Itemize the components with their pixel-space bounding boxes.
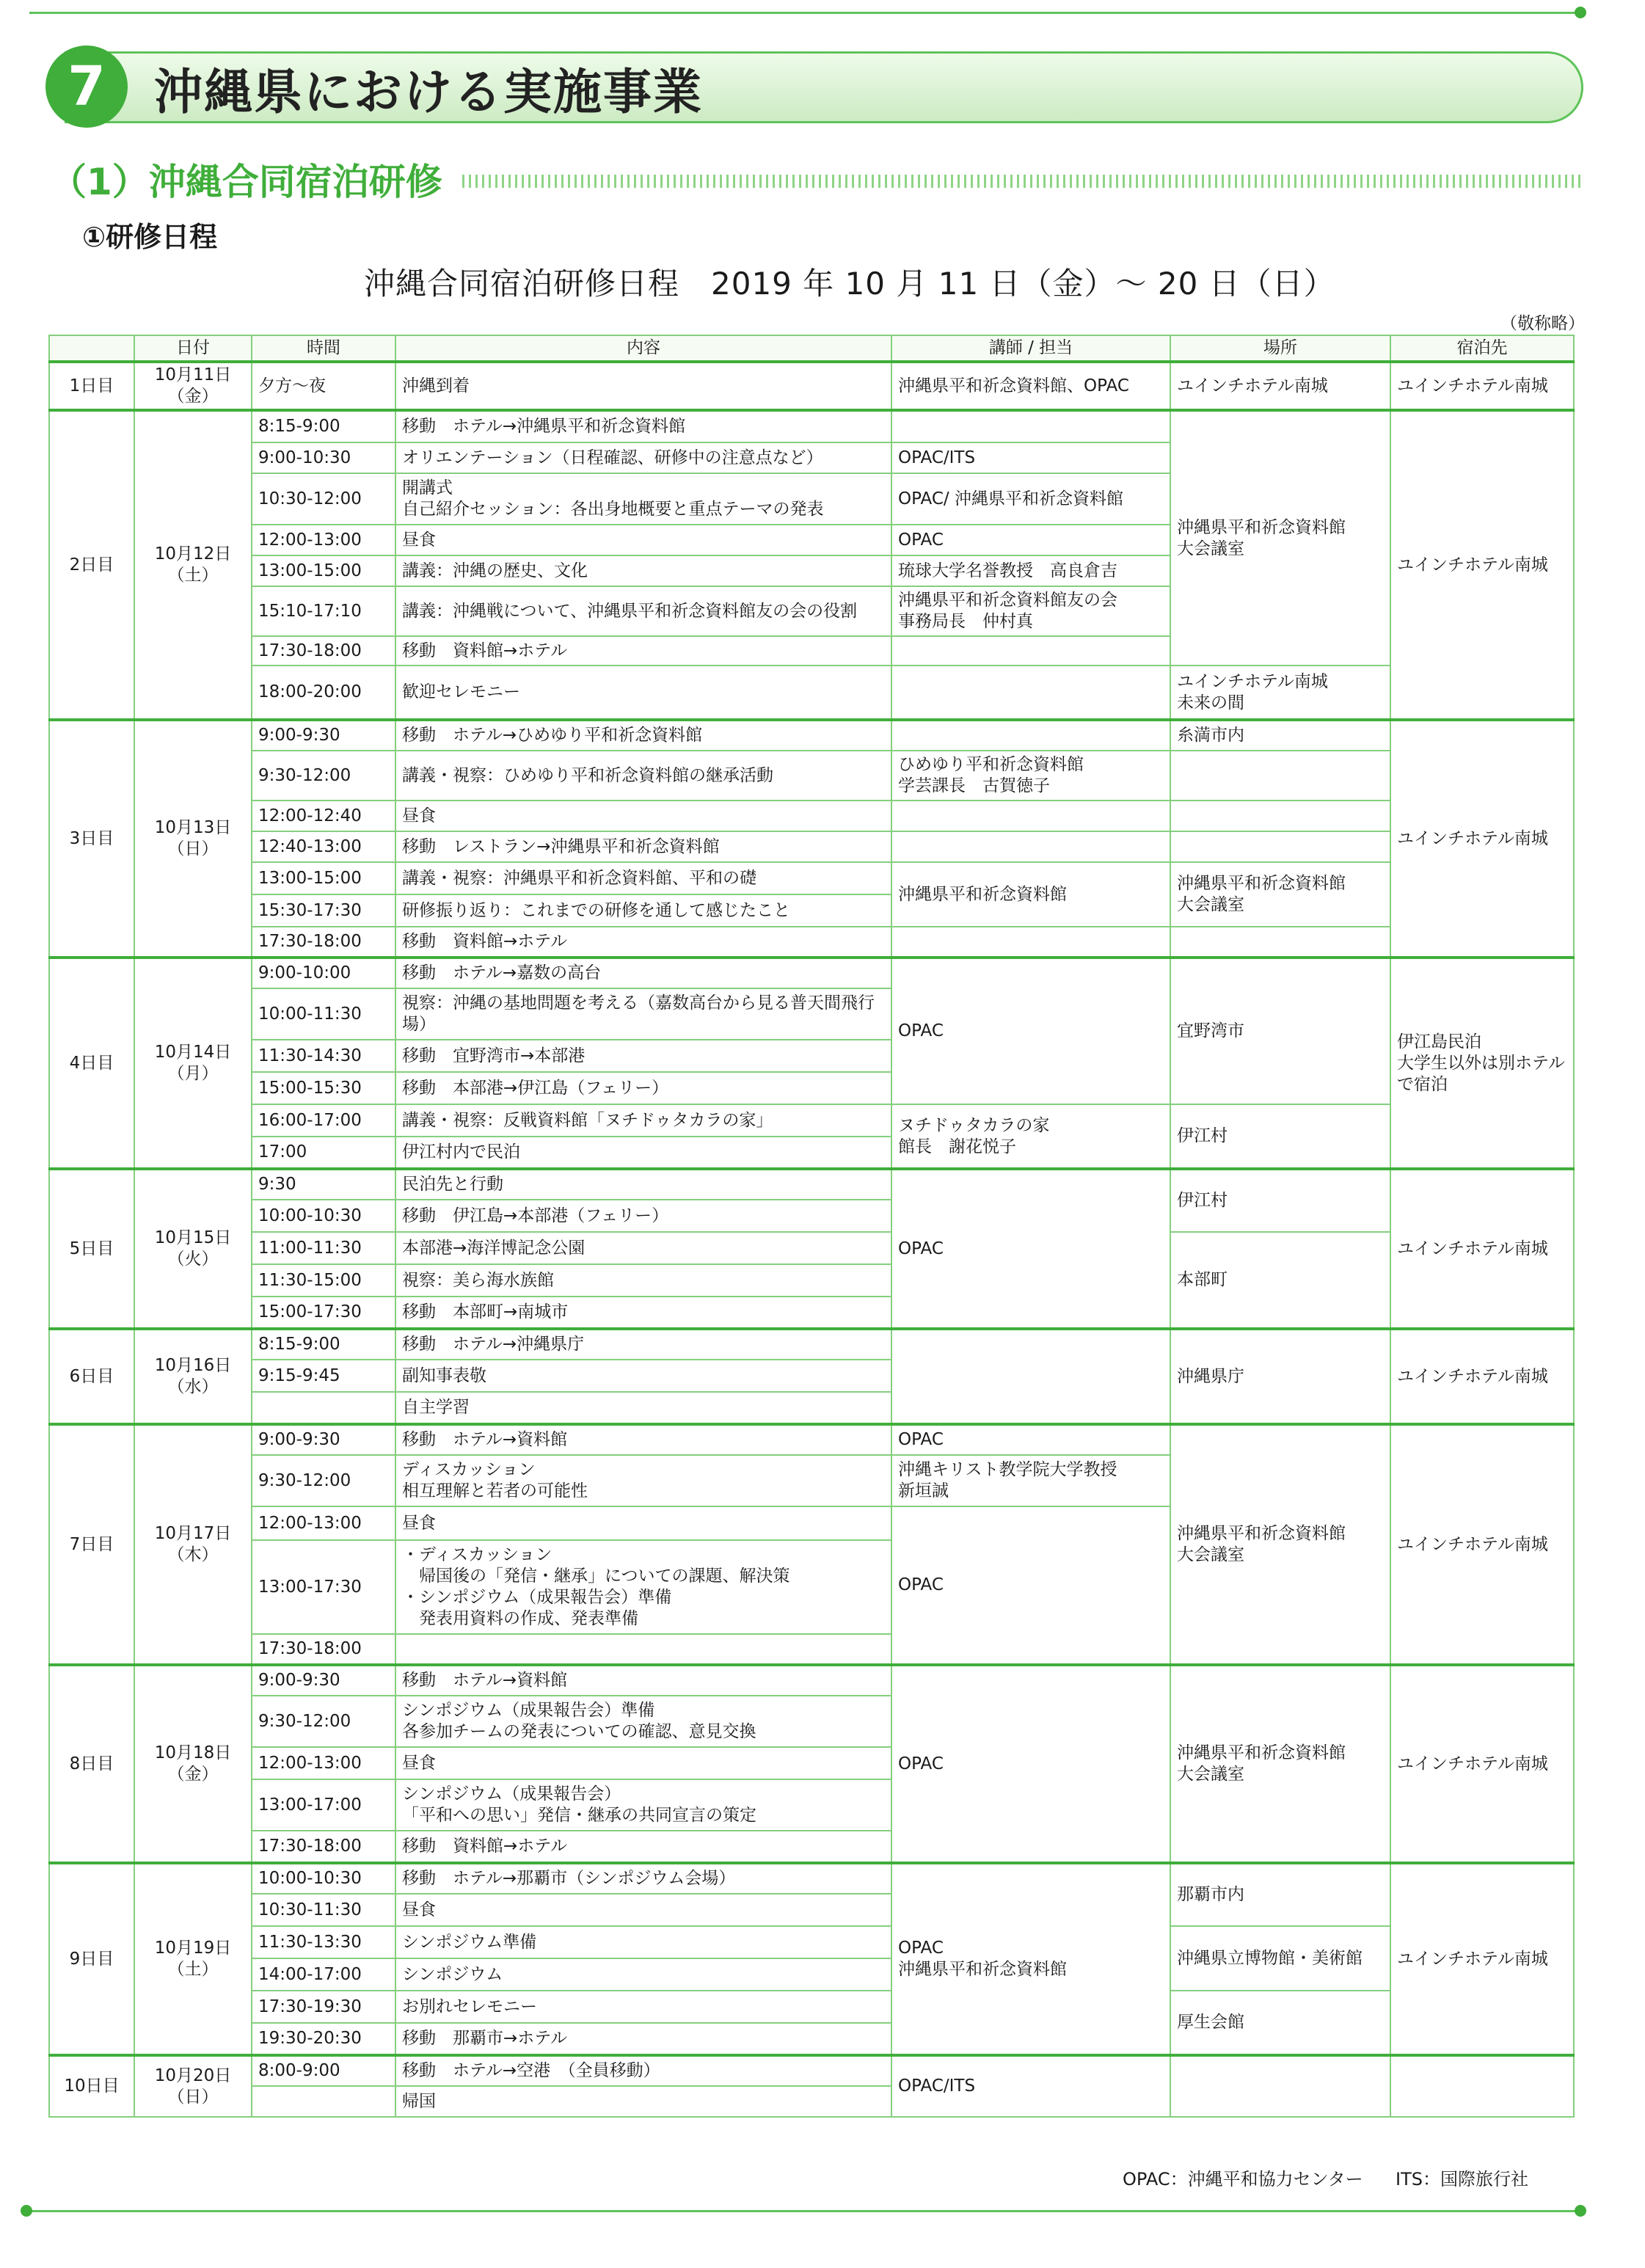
section-heading: （1）沖縄合同宿泊研修	[50, 161, 442, 203]
content-cell: 移動 本部町→南城市	[395, 1297, 891, 1329]
chapter-number-badge: 7	[45, 45, 128, 128]
place-cell	[1170, 801, 1390, 831]
schedule-title: 沖縄合同宿泊研修日程 2019 年 10 月 11 日（金）～ 20 日（日）	[364, 266, 1335, 302]
lodging-cell: 伊江島民泊 大学生以外は別ホテルで宿泊	[1390, 958, 1574, 1169]
content-cell: 研修振り返り：これまでの研修を通して感じたこと	[395, 894, 891, 927]
time-cell: 10:00-10:30	[252, 1863, 395, 1894]
content-cell: 移動 資料館→ホテル	[395, 636, 891, 666]
table-row	[49, 862, 1574, 894]
table-row	[49, 1329, 1574, 1360]
time-cell: 15:00-15:30	[252, 1072, 395, 1104]
time-cell: 9:00-9:30	[252, 1424, 395, 1455]
content-cell: 移動 那覇市→ホテル	[395, 2023, 891, 2055]
day-label: 9日目	[49, 1863, 134, 2055]
time-cell: 13:00-17:30	[252, 1540, 395, 1634]
time-cell: 17:30-18:00	[252, 1634, 395, 1665]
content-cell: 副知事表敬	[395, 1360, 891, 1392]
footnote-its: ITS：国際旅行社	[1396, 2169, 1528, 2189]
time-cell: 17:30-18:00	[252, 927, 395, 958]
lecturer-cell: OPAC	[891, 1169, 1170, 1329]
place-cell: 沖縄県平和祈念資料館 大会議室	[1170, 1424, 1390, 1665]
time-cell	[252, 1392, 395, 1424]
chapter-title: 沖縄県における実施事業	[154, 64, 703, 120]
content-cell	[395, 1634, 891, 1665]
table-row	[49, 751, 1574, 801]
place-cell	[1170, 831, 1390, 862]
lecturer-cell: 沖縄県平和祈念資料館、OPAC	[891, 362, 1170, 410]
table-row	[49, 801, 1574, 831]
day-label: 4日目	[49, 958, 134, 1169]
date-cell: 10月17日 （木）	[134, 1424, 252, 1665]
table-row	[49, 1863, 1574, 1894]
table-header-row	[49, 335, 1574, 362]
lecturer-cell	[891, 927, 1170, 958]
lecturer-cell: ヌチドゥタカラの家 館長 謝花悦子	[891, 1104, 1170, 1169]
lecturer-cell	[891, 831, 1170, 862]
time-cell: 17:30-18:00	[252, 1831, 395, 1863]
time-cell: 16:00-17:00	[252, 1104, 395, 1137]
time-cell: 12:40-13:00	[252, 831, 395, 862]
table-row	[49, 1665, 1574, 1696]
time-cell: 13:00-15:00	[252, 862, 395, 894]
content-cell: 講義・視察：反戦資料館「ヌチドゥタカラの家」	[395, 1104, 891, 1137]
header-time: 時間	[252, 335, 395, 362]
content-cell: シンポジウム準備	[395, 1926, 891, 1958]
place-cell	[1170, 927, 1390, 958]
content-cell: シンポジウム	[395, 1958, 891, 1991]
table-row	[49, 1424, 1574, 1455]
lecturer-cell: OPAC 沖縄県平和祈念資料館	[891, 1863, 1170, 2055]
top-rule-dot	[1575, 7, 1586, 18]
time-cell: 10:00-10:30	[252, 1200, 395, 1232]
section-dotted-rule	[462, 175, 1585, 188]
content-cell: シンポジウム（成果報告会）準備 各参加チームの発表についての確認、意見交換	[395, 1696, 891, 1747]
time-cell: 15:10-17:10	[252, 586, 395, 636]
time-cell: 18:00-20:00	[252, 666, 395, 720]
content-cell: 本部港→海洋博記念公園	[395, 1232, 891, 1264]
time-cell: 13:00-15:00	[252, 555, 395, 586]
content-cell: 昼食	[395, 1894, 891, 1926]
place-cell: 伊江村	[1170, 1104, 1390, 1169]
content-cell: 講義：沖縄戦について、沖縄県平和祈念資料館友の会の役割	[395, 586, 891, 636]
time-cell: 9:00-10:30	[252, 442, 395, 473]
time-cell: 9:30-12:00	[252, 751, 395, 801]
content-cell: 昼食	[395, 1506, 891, 1540]
time-cell: 9:15-9:45	[252, 1360, 395, 1392]
date-cell: 10月15日 （火）	[134, 1169, 252, 1329]
content-cell: 歓迎セレモニー	[395, 666, 891, 720]
time-cell: 12:00-13:00	[252, 1747, 395, 1779]
content-cell: 移動 ホテル→ひめゆり平和祈念資料館	[395, 720, 891, 751]
content-cell: 昼食	[395, 1747, 891, 1779]
time-cell: 12:00-12:40	[252, 801, 395, 831]
lecturer-cell: ひめゆり平和祈念資料館 学芸課長 古賀徳子	[891, 751, 1170, 801]
content-cell: 移動 資料館→ホテル	[395, 1831, 891, 1863]
lecturer-cell: OPAC/ITS	[891, 442, 1170, 473]
table-row	[49, 2055, 1574, 2086]
lecturer-cell: 沖縄県平和祈念資料館	[891, 862, 1170, 927]
time-cell: 8:15-9:00	[252, 1329, 395, 1360]
lecturer-cell: OPAC	[891, 958, 1170, 1104]
content-cell: 移動 ホテル→那覇市（シンポジウム会場）	[395, 1863, 891, 1894]
date-cell: 10月14日 （月）	[134, 958, 252, 1169]
table-row	[49, 1926, 1574, 1958]
table-row	[49, 1232, 1574, 1264]
place-cell: 沖縄県平和祈念資料館 大会議室	[1170, 1665, 1390, 1863]
time-cell: 19:30-20:30	[252, 2023, 395, 2055]
day-label: 10日目	[49, 2055, 134, 2117]
lodging-cell: ユインチホテル南城	[1390, 410, 1574, 720]
lecturer-cell	[891, 1329, 1170, 1424]
content-cell: 視察：沖縄の基地問題を考える（嘉数高台から見る普天間飛行場）	[395, 988, 891, 1040]
lecturer-cell: OPAC/ITS	[891, 2055, 1170, 2117]
header-date: 日付	[134, 335, 252, 362]
lodging-cell	[1390, 2055, 1574, 2117]
time-cell: 8:15-9:00	[252, 410, 395, 442]
time-cell: 11:30-13:30	[252, 1926, 395, 1958]
date-cell: 10月20日 （日）	[134, 2055, 252, 2117]
subsection-heading: ①研修日程	[82, 221, 218, 253]
place-cell	[1170, 751, 1390, 801]
time-cell: 15:30-17:30	[252, 894, 395, 927]
lodging-cell: ユインチホテル南城	[1390, 720, 1574, 958]
lodging-cell: ユインチホテル南城	[1390, 362, 1574, 410]
lecturer-cell: 沖縄県平和祈念資料館友の会 事務局長 仲村真	[891, 586, 1170, 636]
lecturer-cell	[891, 720, 1170, 751]
lodging-cell: ユインチホテル南城	[1390, 1424, 1574, 1665]
place-cell: 沖縄県庁	[1170, 1329, 1390, 1424]
content-cell: 移動 ホテル→資料館	[395, 1424, 891, 1455]
header-lecturer: 講師 / 担当	[891, 335, 1170, 362]
time-cell: 17:30-19:30	[252, 1991, 395, 2023]
place-cell: 沖縄県立博物館・美術館	[1170, 1926, 1390, 1991]
content-cell: シンポジウム（成果報告会） 「平和への思い」発信・継承の共同宣言の策定	[395, 1779, 891, 1831]
lodging-cell: ユインチホテル南城	[1390, 1863, 1574, 2055]
place-cell: ユインチホテル南城 未来の間	[1170, 666, 1390, 720]
content-cell: お別れセレモニー	[395, 1991, 891, 2023]
table-row	[49, 666, 1574, 720]
content-cell: 移動 ホテル→資料館	[395, 1665, 891, 1696]
time-cell: 9:30-12:00	[252, 1455, 395, 1506]
place-cell	[1170, 2055, 1390, 2117]
content-cell: 移動 ホテル→沖縄県平和祈念資料館	[395, 410, 891, 442]
content-cell: 民泊先と行動	[395, 1169, 891, 1200]
bottom-rule-dot-right	[1575, 2205, 1586, 2217]
lecturer-cell	[891, 666, 1170, 720]
schedule-body	[49, 362, 1574, 2117]
content-cell: 移動 資料館→ホテル	[395, 927, 891, 958]
time-cell: 9:00-9:30	[252, 1665, 395, 1696]
content-cell: 移動 本部港→伊江島（フェリー）	[395, 1072, 891, 1104]
time-cell: 11:30-14:30	[252, 1040, 395, 1072]
top-rule	[29, 12, 1579, 14]
content-cell: 講義・視察：沖縄県平和祈念資料館、平和の礎	[395, 862, 891, 894]
honorific-note: （敬称略）	[1500, 314, 1585, 333]
time-cell: 夕方〜夜	[252, 362, 395, 410]
time-cell: 9:30	[252, 1169, 395, 1200]
place-cell: 宜野湾市	[1170, 958, 1390, 1104]
time-cell: 17:00	[252, 1137, 395, 1169]
bottom-rule	[29, 2210, 1579, 2212]
table-row	[49, 1991, 1574, 2023]
time-cell: 10:30-12:00	[252, 473, 395, 525]
place-cell: 糸満市内	[1170, 720, 1390, 751]
lecturer-cell	[891, 801, 1170, 831]
time-cell: 15:00-17:30	[252, 1297, 395, 1329]
content-cell: 移動 レストラン→沖縄県平和祈念資料館	[395, 831, 891, 862]
lecturer-cell: OPAC	[891, 1424, 1170, 1455]
place-cell: 那覇市内	[1170, 1863, 1390, 1926]
lecturer-cell: OPAC/ 沖縄県平和祈念資料館	[891, 473, 1170, 525]
table-row	[49, 927, 1574, 958]
lecturer-cell: OPAC	[891, 525, 1170, 555]
time-cell: 9:30-12:00	[252, 1696, 395, 1747]
header-place: 場所	[1170, 335, 1390, 362]
time-cell: 8:00-9:00	[252, 2055, 395, 2086]
day-label: 6日目	[49, 1329, 134, 1424]
table-row	[49, 1169, 1574, 1200]
time-cell: 11:00-11:30	[252, 1232, 395, 1264]
content-cell: 移動 伊江島→本部港（フェリー）	[395, 1200, 891, 1232]
place-cell: 厚生会館	[1170, 1991, 1390, 2055]
content-cell: オリエンテーション（日程確認、研修中の注意点など）	[395, 442, 891, 473]
content-cell: 自主学習	[395, 1392, 891, 1424]
table-row	[49, 362, 1574, 410]
content-cell: 移動 宜野湾市→本部港	[395, 1040, 891, 1072]
lecturer-cell	[891, 410, 1170, 442]
time-cell: 12:00-13:00	[252, 1506, 395, 1540]
time-cell: 10:30-11:30	[252, 1894, 395, 1926]
lodging-cell: ユインチホテル南城	[1390, 1169, 1574, 1329]
day-label: 5日目	[49, 1169, 134, 1329]
day-label: 3日目	[49, 720, 134, 958]
content-cell: 昼食	[395, 801, 891, 831]
date-cell: 10月19日 （土）	[134, 1863, 252, 2055]
content-cell: 沖縄到着	[395, 362, 891, 410]
place-cell: 沖縄県平和祈念資料館 大会議室	[1170, 862, 1390, 927]
table-row	[49, 1104, 1574, 1137]
content-cell: 視察：美ら海水族館	[395, 1264, 891, 1297]
bottom-rule-dot-left	[21, 2205, 32, 2217]
content-cell: 開講式 自己紹介セッション：各出身地概要と重点テーマの発表	[395, 473, 891, 525]
time-cell: 9:00-10:00	[252, 958, 395, 988]
date-cell: 10月12日 （土）	[134, 410, 252, 720]
lecturer-cell: 琉球大学名誉教授 高良倉吉	[891, 555, 1170, 586]
lecturer-cell: OPAC	[891, 1665, 1170, 1863]
time-cell	[252, 2086, 395, 2117]
content-cell: ・ディスカッション 帰国後の「発信・継承」についての課題、解決策 ・シンポジウム（成果報告会）準備 発表用資料の作成、発表準備	[395, 1540, 891, 1634]
content-cell: 講義：沖縄の歴史、文化	[395, 555, 891, 586]
date-cell: 10月18日 （金）	[134, 1665, 252, 1863]
day-label: 1日目	[49, 362, 134, 410]
place-cell: 本部町	[1170, 1232, 1390, 1329]
content-cell: 移動 ホテル→空港 （全員移動）	[395, 2055, 891, 2086]
lodging-cell: ユインチホテル南城	[1390, 1329, 1574, 1424]
date-cell: 10月16日 （水）	[134, 1329, 252, 1424]
date-cell: 10月11日 （金）	[134, 362, 252, 410]
table-row	[49, 958, 1574, 988]
place-cell: 伊江村	[1170, 1169, 1390, 1232]
content-cell: 帰国	[395, 2086, 891, 2117]
header-day	[49, 335, 134, 362]
time-cell: 13:00-17:00	[252, 1779, 395, 1831]
time-cell: 10:00-11:30	[252, 988, 395, 1040]
time-cell: 12:00-13:00	[252, 525, 395, 555]
content-cell: 講義・視察：ひめゆり平和祈念資料館の継承活動	[395, 751, 891, 801]
lecturer-cell	[891, 636, 1170, 666]
time-cell: 17:30-18:00	[252, 636, 395, 666]
header-content: 内容	[395, 335, 891, 362]
time-cell: 11:30-15:00	[252, 1264, 395, 1297]
table-row	[49, 720, 1574, 751]
day-label: 2日目	[49, 410, 134, 720]
header-lodging: 宿泊先	[1390, 335, 1574, 362]
time-cell: 14:00-17:00	[252, 1958, 395, 1991]
day-label: 7日目	[49, 1424, 134, 1665]
lecturer-cell: OPAC	[891, 1506, 1170, 1665]
content-cell: ディスカッション 相互理解と若者の可能性	[395, 1455, 891, 1506]
table-row	[49, 410, 1574, 442]
time-cell: 9:00-9:30	[252, 720, 395, 751]
schedule-table	[48, 335, 1575, 2118]
date-cell: 10月13日 （日）	[134, 720, 252, 958]
place-cell: ユインチホテル南城	[1170, 362, 1390, 410]
lodging-cell: ユインチホテル南城	[1390, 1665, 1574, 1863]
place-cell: 沖縄県平和祈念資料館 大会議室	[1170, 410, 1390, 666]
footnote-opac: OPAC：沖縄平和協力センター	[1123, 2169, 1363, 2189]
content-cell: 移動 ホテル→沖縄県庁	[395, 1329, 891, 1360]
lecturer-cell: 沖縄キリスト教学院大学教授 新垣誠	[891, 1455, 1170, 1506]
table-row	[49, 831, 1574, 862]
day-label: 8日目	[49, 1665, 134, 1863]
content-cell: 移動 ホテル→嘉数の高台	[395, 958, 891, 988]
content-cell: 伊江村内で民泊	[395, 1137, 891, 1169]
content-cell: 昼食	[395, 525, 891, 555]
